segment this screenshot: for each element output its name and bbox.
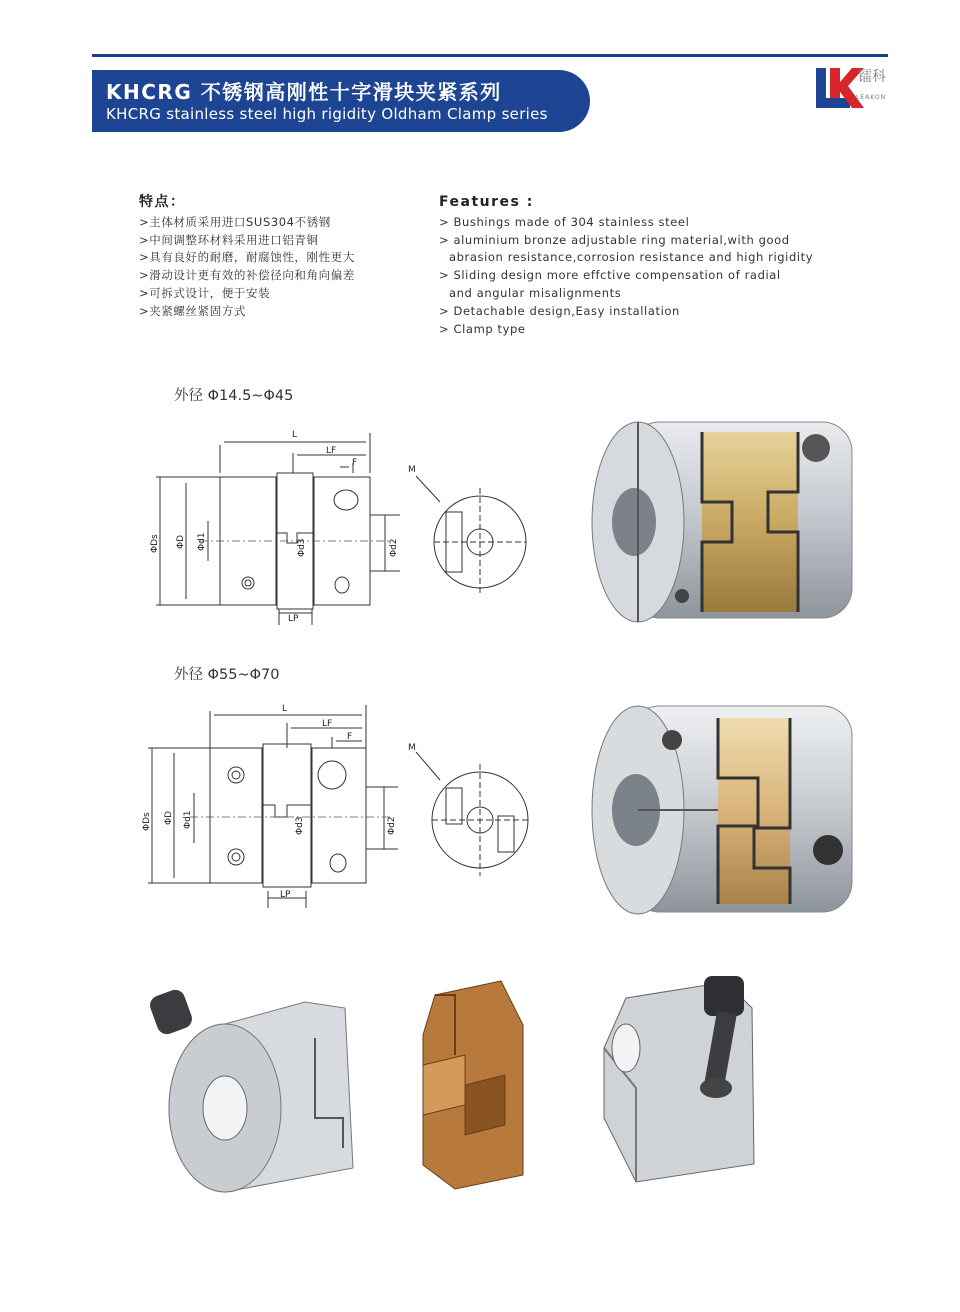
features-en bbox=[439, 194, 813, 338]
feature-cn-item: >具有良好的耐磨，耐腐蚀性，刚性更大 bbox=[139, 250, 355, 265]
oldham-disc-illustration bbox=[415, 975, 535, 1197]
dim-label-m: M bbox=[408, 743, 416, 753]
dim-label-ds: ΦDs bbox=[150, 534, 160, 553]
dim-label-ds: ΦDs bbox=[142, 812, 152, 831]
feature-en-line: and angular misalignments bbox=[449, 285, 622, 300]
dim-label-m: M bbox=[408, 465, 416, 475]
dim-label-d3: Φd3 bbox=[297, 538, 307, 557]
title-banner bbox=[92, 70, 590, 132]
dim-label-d: ΦD bbox=[176, 534, 186, 549]
coupling-photo-brass bbox=[590, 418, 860, 630]
logo-en-text: LEAKON bbox=[856, 94, 887, 101]
features-cn-heading: 特点： bbox=[139, 194, 186, 210]
feature-en-line: > Bushings made of 304 stainless steel bbox=[439, 214, 690, 229]
dim-label-lp: LP bbox=[280, 890, 291, 900]
feature-en-line: > Detachable design,Easy installation bbox=[439, 303, 680, 318]
dim-label-f: F bbox=[352, 458, 358, 468]
top-rule bbox=[92, 54, 888, 57]
feature-cn-item: >主体材质采用进口SUS304不锈钢 bbox=[139, 214, 331, 229]
coupling-photo-bronze bbox=[590, 700, 860, 922]
dim-label-d1: Φd1 bbox=[197, 532, 207, 551]
dim-label-d2: Φd2 bbox=[389, 538, 399, 557]
feature-cn-item: >可拆式设计，便于安装 bbox=[139, 285, 271, 300]
feature-en-line: abrasion resistance,corrosion resistance and high rigidity bbox=[449, 250, 814, 265]
clamp-hub-illustration bbox=[145, 978, 365, 1200]
feature-cn-item: >夹紧螺丝紧固方式 bbox=[139, 303, 247, 318]
section2-caption: 外径 Φ55~Φ70 bbox=[174, 667, 280, 683]
feature-cn-item: >中间调整环材料采用进口铝青铜 bbox=[139, 232, 319, 247]
coupling-drawing-1-end bbox=[400, 462, 520, 612]
features-cn bbox=[139, 194, 355, 321]
dim-label-d: ΦD bbox=[164, 810, 174, 825]
dim-label-lf: LF bbox=[326, 446, 337, 456]
features-en-heading: Features : bbox=[439, 194, 534, 210]
dim-label-d3: Φd3 bbox=[295, 816, 305, 835]
feature-en-line: > Sliding design more effctive compensation of radial bbox=[439, 268, 781, 283]
dim-label-d2: Φd2 bbox=[387, 816, 397, 835]
coupling-drawing-2-end bbox=[400, 740, 530, 890]
dim-label-f: F bbox=[347, 732, 353, 742]
hub-with-screw-illustration bbox=[596, 968, 776, 1196]
coupling-drawing-2-side bbox=[140, 703, 420, 913]
dim-label-l: L bbox=[292, 430, 298, 440]
section1-caption: 外径 Φ14.5~Φ45 bbox=[174, 388, 294, 404]
page-title: KHCRG 不锈钢高刚性十字滑块夹紧系列 bbox=[106, 80, 502, 104]
logo-cn-text: 镭科 bbox=[858, 69, 886, 85]
coupling-drawing-1-side bbox=[140, 425, 420, 635]
feature-cn-item: >滑动设计更有效的补偿径向和角向偏差 bbox=[139, 268, 355, 283]
dim-label-l: L bbox=[282, 704, 288, 714]
dim-label-lf: LF bbox=[322, 719, 333, 729]
page-subtitle: KHCRG stainless steel high rigidity Oldham Clamp series bbox=[106, 105, 548, 123]
dim-label-lp: LP bbox=[288, 614, 299, 624]
feature-en-line: > Clamp type bbox=[439, 321, 526, 336]
feature-en-line: > aluminium bronze adjustable ring material,with good bbox=[439, 232, 790, 247]
dim-label-d1: Φd1 bbox=[183, 810, 193, 829]
